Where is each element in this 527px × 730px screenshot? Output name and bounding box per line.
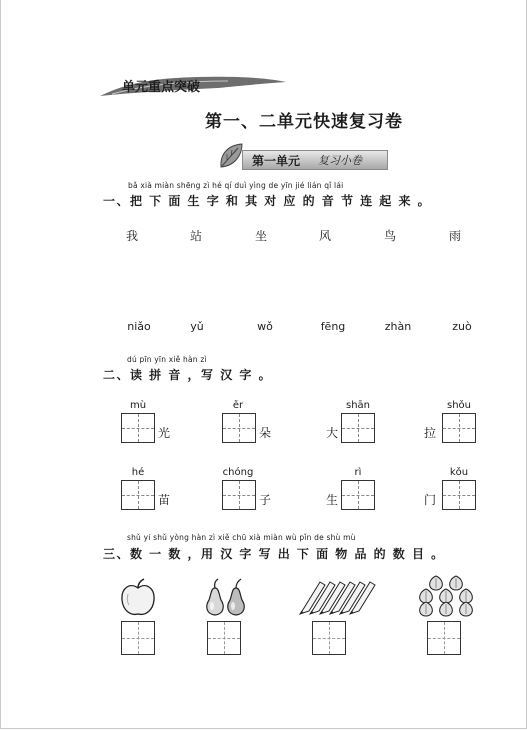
writing-grid[interactable] [442,480,476,510]
writing-grid[interactable] [222,413,256,443]
page-title: 第一、二单元快速复习卷 [205,112,403,132]
apple-icon [118,578,158,618]
q1-char[interactable]: 风 [318,229,331,243]
q3-pinyin: shǔ yi shǔ yòng hàn zì xiě chū xià miàn wù pǐn de shù mù [127,533,356,542]
answer-grid[interactable] [121,621,155,655]
q2-pinyin-label: shǒu [446,400,471,411]
q1-char[interactable]: 鸟 [383,229,396,243]
q1-char[interactable]: 站 [189,229,202,243]
q1-pinyin: bǎ xià miàn shēng zì hé qí duì yìng de yīn jié lián qǐ lái [128,181,344,190]
q2-pinyin-label: hé [131,467,145,478]
q2-word-char: 大 [326,426,339,440]
leaf-icon [218,142,244,170]
writing-grid[interactable] [222,480,256,510]
unit-subtitle: 复习小卷 [318,154,362,167]
writing-grid[interactable] [442,413,476,443]
answer-grid[interactable] [312,621,346,655]
q2-word-char: 子 [259,493,272,507]
answer-grid[interactable] [207,621,241,655]
writing-grid[interactable] [341,413,375,443]
answer-grid[interactable] [427,621,461,655]
q2-pinyin-label: kǒu [449,467,469,478]
writing-grid[interactable] [121,413,155,443]
writing-grid[interactable] [341,480,375,510]
q2-word-char: 生 [326,493,339,507]
q2-word-char: 朵 [259,426,272,440]
q2-word-char: 拉 [424,426,437,440]
q1-text: 一、把 下 面 生 字 和 其 对 应 的 音 节 连 起 来 。 [103,194,432,208]
writing-grid[interactable] [121,480,155,510]
q2-pinyin: dú pīn yīn xiě hàn zì [127,355,207,364]
q2-pinyin-label: shān [345,400,370,411]
q1-pinyin-option[interactable]: zuò [452,320,472,333]
pencil-icon [298,578,376,618]
q2-word-char: 苗 [158,493,171,507]
pear-icon [200,578,252,618]
q2-text: 二、读 拼 音 ，写 汉 字 。 [103,368,273,382]
q1-char[interactable]: 雨 [448,229,461,243]
q2-word-char: 光 [158,426,171,440]
unit-name: 第一单元 [252,154,301,168]
q2-pinyin-label: ěr [232,400,244,411]
q1-char[interactable]: 我 [125,229,138,243]
q2-pinyin-label: rì [354,467,362,478]
q1-pinyin-option[interactable]: fēng [320,320,346,333]
q2-pinyin-label: mù [129,400,147,411]
q1-char[interactable]: 坐 [254,229,267,243]
q2-pinyin-label: chóng [222,467,254,478]
q1-pinyin-option[interactable]: zhàn [384,320,412,333]
q3-text: 三、数 一 数 ，用 汉 字 写 出 下 面 物 品 的 数 目 。 [103,547,445,561]
q1-pinyin-option[interactable]: niǎo [127,320,151,333]
peach-icon [414,572,478,618]
q2-word-char: 门 [424,493,437,507]
q1-pinyin-option[interactable]: yǔ [190,320,204,333]
banner-title: 单元重点突破 [122,80,201,95]
q1-pinyin-option[interactable]: wǒ [257,320,273,333]
